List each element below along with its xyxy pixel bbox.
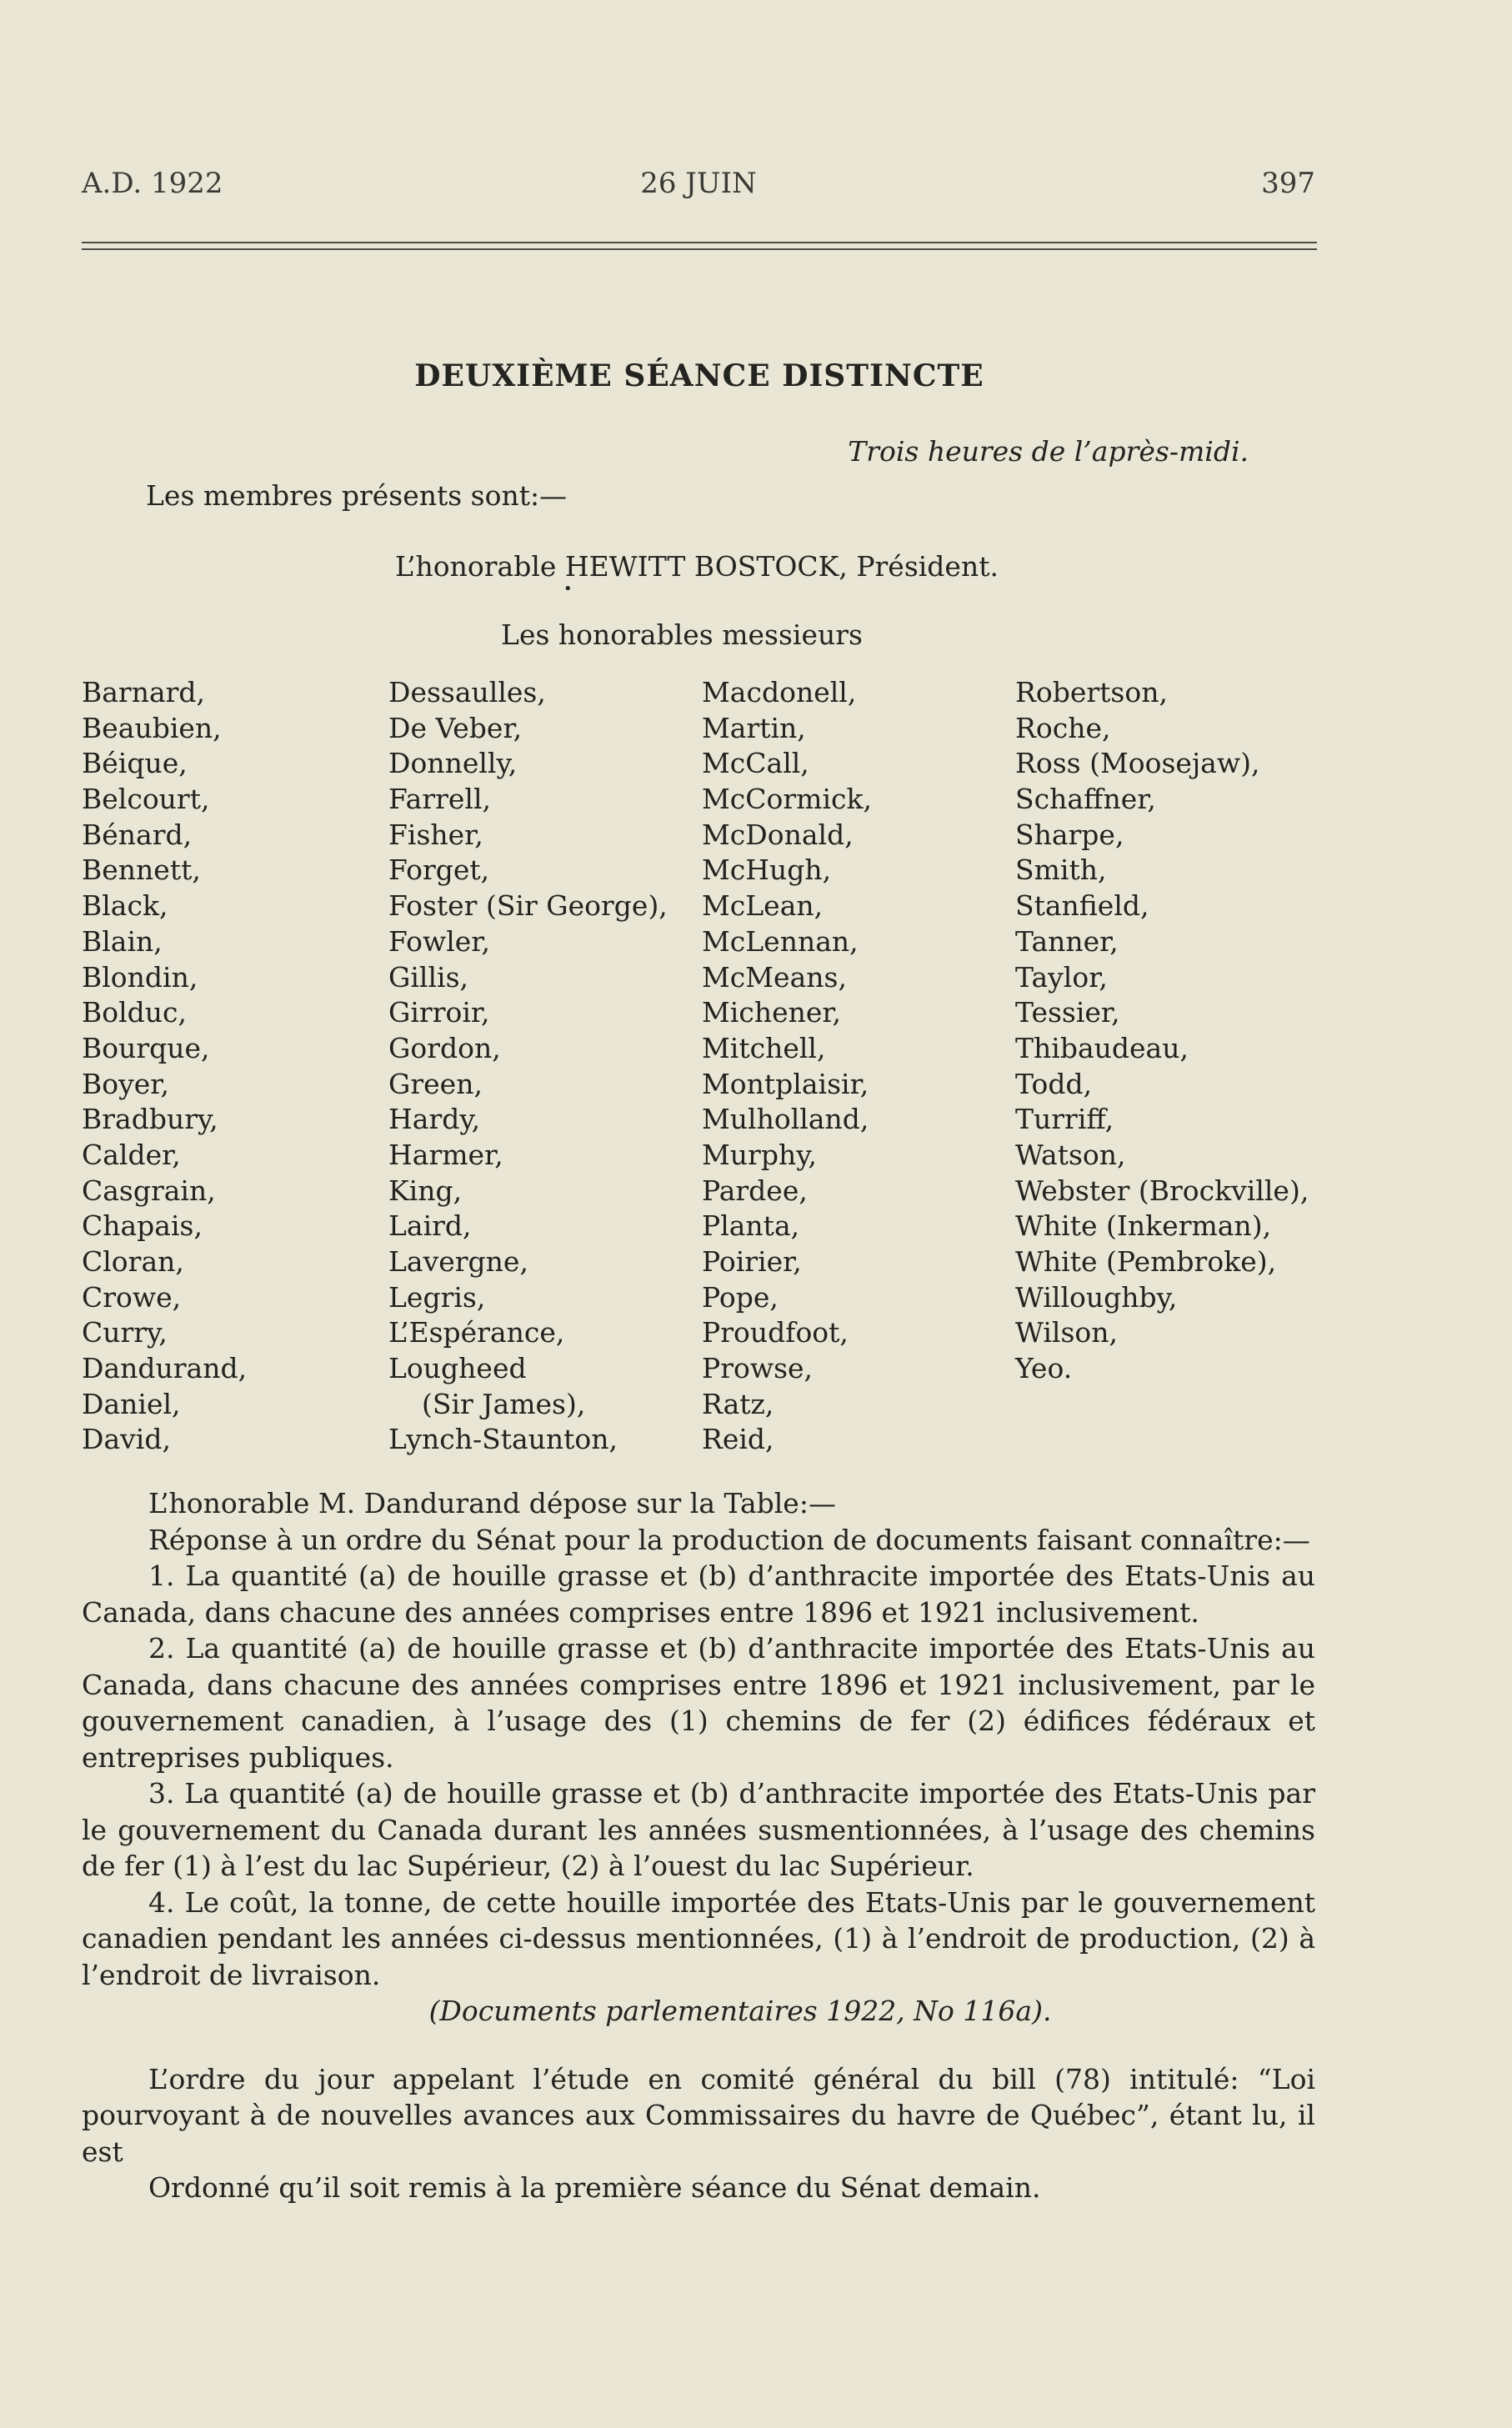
member-name: Murphy, — [702, 1138, 817, 1171]
member-name: Montplaisir, — [702, 1067, 869, 1100]
member-name: Tessier, — [1015, 996, 1120, 1029]
member-name: Chapais, — [82, 1209, 203, 1243]
member-name: Todd, — [1015, 1067, 1093, 1100]
member-name: Foster (Sir George), — [388, 889, 668, 923]
member-name: Black, — [82, 889, 168, 923]
member-name: Willoughby, — [1015, 1280, 1178, 1314]
header-date: 26 JUIN — [640, 167, 757, 200]
member-name: Lavergne, — [388, 1245, 528, 1278]
order-paragraph: Ordonné qu’il soit remis à la première séance du Sénat demain. — [148, 2171, 1041, 2204]
member-name: Curry, — [82, 1316, 168, 1349]
member-name: Bolduc, — [82, 996, 188, 1029]
proceedings-body — [82, 1485, 1315, 2206]
section-title: DEUXIÈME SÉANCE DISTINCTE — [414, 358, 984, 393]
header-year: A.D. 1922 — [82, 167, 223, 200]
member-name: King, — [388, 1174, 463, 1207]
member-name: Webster (Brockville), — [1015, 1174, 1309, 1207]
member-name: Green, — [388, 1067, 483, 1100]
member-name: Donnelly, — [388, 747, 518, 780]
member-name: Béique, — [82, 747, 188, 780]
messieurs-heading: Les honorables messieurs — [501, 618, 863, 651]
members-column-4 — [1015, 675, 1309, 1387]
member-name: De Veber, — [388, 711, 523, 744]
member-name: McCormick, — [702, 783, 872, 816]
return-item-2: 2. La quantité (a) de houille grasse et (b) d’anthracite importée des Etats-Unis au Canada, dans chacune des années comprises entre 1896 et 1921 inclusivement, par le gouvernement canadien, à l’usage des (1) chemins de fer (2) édifices fédéraux et entreprises publiques. — [82, 1632, 1315, 1774]
session-time: Trois heures de l’après-midi. — [848, 435, 1249, 468]
member-name: Turriff, — [1015, 1103, 1114, 1136]
member-name: Yeo. — [1015, 1352, 1073, 1385]
member-name: Sharpe, — [1015, 818, 1124, 851]
member-name: Dessaulles, — [388, 676, 546, 708]
member-name: Schaffner, — [1015, 783, 1156, 816]
members-intro: Les membres présents sont:— — [146, 479, 568, 512]
member-name: Dandurand, — [82, 1352, 248, 1385]
member-name: Taylor, — [1015, 960, 1108, 994]
return-item-4: 4. Le coût, la tonne, de cette houille importée des Etats-Unis par le gouvernement canadien pendant les années ci-dessus mentionnées, (1) à l’endroit de production, (2) à l’endroit de livraison. — [82, 1885, 1315, 1991]
member-name: Ross (Moosejaw), — [1015, 747, 1260, 780]
member-name: Lynch-Staunton, — [388, 1423, 618, 1456]
member-name: Crowe, — [82, 1280, 182, 1314]
member-name: Thibaudeau, — [1015, 1031, 1189, 1064]
header-double-rule — [82, 242, 1317, 250]
return-item-1: 1. La quantité (a) de houille grasse et (b) d’anthracite importée des Etats-Unis au Canada, dans chacune des années comprises entre 1896 et 1921 inclusivement. — [82, 1559, 1315, 1629]
member-name: Belcourt, — [82, 783, 210, 816]
member-name: Reid, — [702, 1423, 774, 1456]
member-name: Pope, — [702, 1280, 779, 1314]
members-column-2 — [388, 675, 668, 1458]
tabling-statement: L’honorable M. Dandurand dépose sur la Table:— — [148, 1487, 836, 1519]
members-column-3 — [702, 675, 872, 1458]
sessional-paper-reference: (Documents parlementaires 1922, No 116a). — [428, 1995, 1052, 2027]
member-name: Beaubien, — [82, 711, 222, 744]
member-name: Mitchell, — [702, 1031, 826, 1064]
member-name: Bradbury, — [82, 1103, 218, 1136]
member-name: David, — [82, 1423, 171, 1456]
member-name: Michener, — [702, 996, 842, 1029]
member-name: Prowse, — [702, 1352, 814, 1385]
member-name: Pardee, — [702, 1174, 808, 1207]
member-name: McCall, — [702, 747, 809, 780]
member-name: White (Pembroke), — [1015, 1245, 1277, 1278]
member-name: Calder, — [82, 1138, 181, 1171]
member-name: Martin, — [702, 711, 806, 744]
member-name: Farrell, — [388, 783, 492, 816]
member-name: Casgrain, — [82, 1174, 216, 1207]
member-name: Proudfoot, — [702, 1316, 849, 1349]
member-name: Planta, — [702, 1209, 800, 1243]
member-name: Roche, — [1015, 711, 1111, 744]
page-number: 397 — [1261, 167, 1315, 200]
member-name: McDonald, — [702, 818, 854, 851]
member-name: McLean, — [702, 889, 824, 923]
member-name: (Sir James), — [422, 1387, 586, 1420]
member-name: Girroir, — [388, 996, 490, 1029]
order-of-day-paragraph: L’ordre du jour appelant l’étude en comité général du bill (78) intitulé: “Loi pourvoyant à de nouvelles avances aux Commissaires du havre de Québec”, étant lu, il est — [82, 2062, 1315, 2168]
member-name: McHugh, — [702, 854, 832, 887]
member-name: Poirier, — [702, 1245, 802, 1278]
member-name: Barnard, — [82, 676, 206, 708]
return-item-3: 3. La quantité (a) de houille grasse et (b) d’anthracite importée des Etats-Unis par le gouvernement du Canada durant les années susmentionnées, à l’usage des chemins de fer (1) à l’est du lac Supérieur, (2) à l’ouest du lac Supérieur. — [82, 1777, 1315, 1882]
member-name: Harmer, — [388, 1138, 503, 1171]
member-name: Tanner, — [1015, 924, 1119, 958]
member-name: Boyer, — [82, 1067, 169, 1100]
member-name: Robertson, — [1015, 676, 1168, 708]
member-name: Legris, — [388, 1280, 486, 1314]
member-name: L’Espérance, — [388, 1316, 565, 1349]
president-line: L’honorable HEWITT BOSTOCK, Président. — [395, 550, 999, 583]
member-name: Gordon, — [388, 1031, 501, 1064]
member-name: Fowler, — [388, 924, 490, 958]
member-name: Bénard, — [82, 818, 193, 851]
member-name: Wilson, — [1015, 1316, 1118, 1349]
member-name: Forget, — [388, 854, 490, 887]
running-header — [82, 167, 1315, 208]
member-name: Watson, — [1015, 1138, 1126, 1171]
member-name: Hardy, — [388, 1103, 481, 1136]
member-name: McLennan, — [702, 924, 859, 958]
member-name: Stanfield, — [1015, 889, 1149, 923]
member-name: Ratz, — [702, 1387, 774, 1420]
members-column-1 — [82, 675, 247, 1458]
member-name: Smith, — [1015, 854, 1107, 887]
member-name: Gillis, — [388, 960, 469, 994]
bullet-dot-icon: • — [563, 580, 573, 598]
member-name: Fisher, — [388, 818, 483, 851]
member-name: McMeans, — [702, 960, 847, 994]
members-list — [82, 675, 1382, 1467]
return-description: Réponse à un ordre du Sénat pour la production de documents faisant connaître:— — [148, 1523, 1310, 1556]
member-name: Blondin, — [82, 960, 198, 994]
member-name: Cloran, — [82, 1245, 184, 1278]
member-name: White (Inkerman), — [1015, 1209, 1272, 1243]
member-name: Macdonell, — [702, 676, 857, 708]
member-name: Daniel, — [82, 1387, 181, 1420]
member-name: Blain, — [82, 924, 163, 958]
member-name: Bourque, — [82, 1031, 210, 1064]
member-name: Mulholland, — [702, 1103, 869, 1136]
member-name: Laird, — [388, 1209, 472, 1243]
member-name: Lougheed — [388, 1352, 527, 1385]
member-name: Bennett, — [82, 854, 201, 887]
